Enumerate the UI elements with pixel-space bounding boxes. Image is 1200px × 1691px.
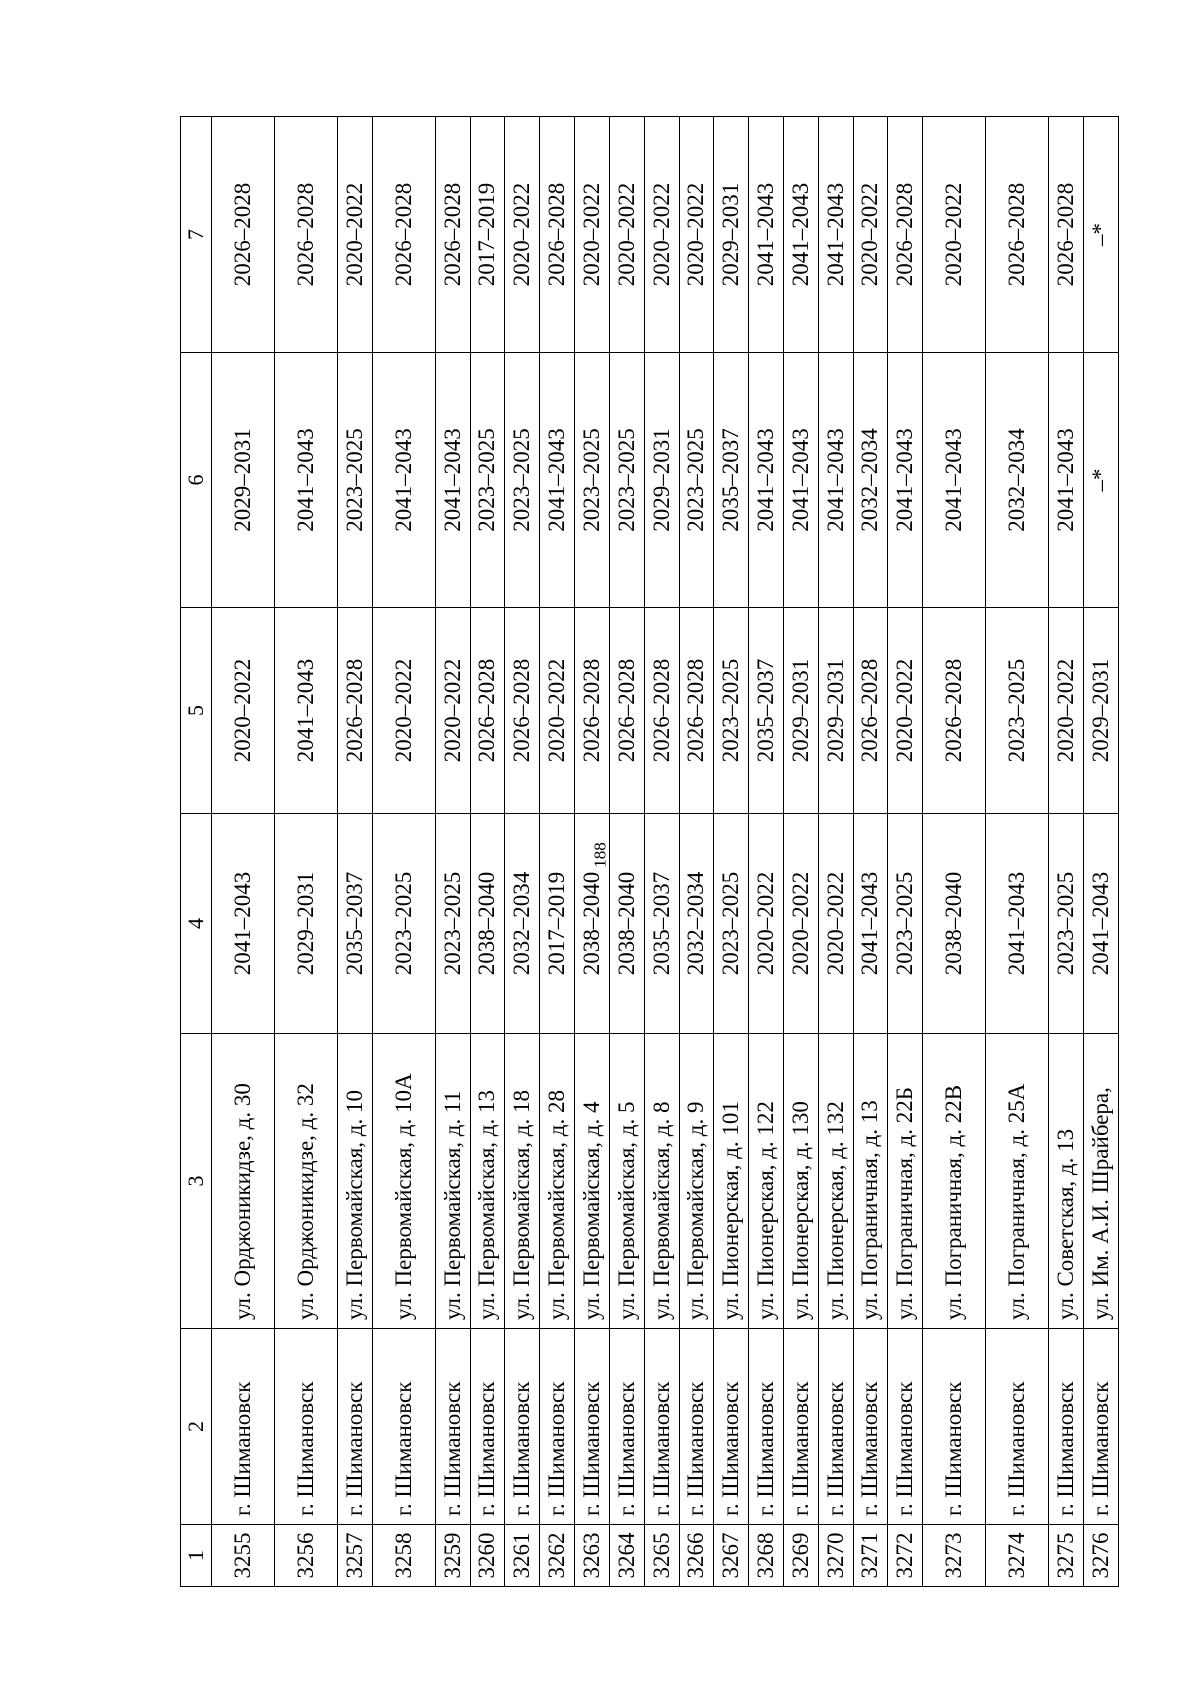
period-col5-cell: 2026–2028: [679, 608, 714, 814]
city-cell: г. Шимановск: [505, 1329, 540, 1525]
city-cell: г. Шимановск: [679, 1329, 714, 1525]
address-cell: ул. Первомайская, д. 8: [644, 1034, 679, 1329]
period-col4-cell: 2038–2040: [470, 814, 505, 1034]
city-cell: г. Шимановск: [1084, 1329, 1119, 1525]
city-cell: г. Шимановск: [888, 1329, 923, 1525]
table-row: [679, 117, 714, 1587]
period-col5-cell: 2026–2028: [923, 608, 986, 814]
period-col6-cell: 2032–2034: [986, 353, 1049, 608]
city-cell: г. Шимановск: [923, 1329, 986, 1525]
period-col6-cell: 2023–2025: [505, 353, 540, 608]
city-cell: г. Шимановск: [609, 1329, 644, 1525]
city-cell: г. Шимановск: [853, 1329, 888, 1525]
period-col7-cell: 2041–2043: [818, 117, 853, 353]
row-number-cell: 3263: [575, 1525, 610, 1587]
city-cell: г. Шимановск: [986, 1329, 1049, 1525]
row-number-cell: 3266: [679, 1525, 714, 1587]
period-col4-cell: 2038–2040: [923, 814, 986, 1034]
city-cell: г. Шимановск: [435, 1329, 470, 1525]
header-cell-1: 1: [181, 1525, 212, 1587]
city-cell: г. Шимановск: [818, 1329, 853, 1525]
row-number-cell: 3273: [923, 1525, 986, 1587]
period-col7-cell: 2020–2022: [853, 117, 888, 353]
period-col6-cell: 2035–2037: [714, 353, 749, 608]
period-col5-cell: 2020–2022: [540, 608, 575, 814]
period-col7-cell: –*: [1084, 117, 1119, 353]
period-col4-cell: 2020–2022: [749, 814, 784, 1034]
period-col7-cell: 2020–2022: [679, 117, 714, 353]
row-number-cell: 3270: [818, 1525, 853, 1587]
row-number-cell: 3267: [714, 1525, 749, 1587]
table-frame: [180, 117, 1119, 1587]
address-cell: ул. Первомайская, д. 11: [435, 1034, 470, 1329]
city-cell: г. Шимановск: [1049, 1329, 1084, 1525]
period-col6-cell: 2023–2025: [609, 353, 644, 608]
city-cell: г. Шимановск: [275, 1329, 338, 1525]
period-col7-cell: 2020–2022: [338, 117, 373, 353]
address-cell: ул. Им. А.И. Шрайбера,: [1084, 1034, 1119, 1329]
period-col7-cell: 2026–2028: [888, 117, 923, 353]
address-cell: ул. Пионерская, д. 130: [783, 1034, 818, 1329]
period-col7-cell: 2026–2028: [1049, 117, 1084, 353]
period-col4-cell: 2035–2037: [644, 814, 679, 1034]
period-col6-cell: 2041–2043: [435, 353, 470, 608]
period-col5-cell: 2029–2031: [1084, 608, 1119, 814]
period-col5-cell: 2023–2025: [714, 608, 749, 814]
header-cell-3: 3: [181, 1034, 212, 1329]
table-body: [212, 117, 1119, 1587]
period-col7-cell: 2026–2028: [986, 117, 1049, 353]
page-number: 188: [590, 842, 610, 868]
address-cell: ул. Орджоникидзе, д. 32: [275, 1034, 338, 1329]
row-number-cell: 3271: [853, 1525, 888, 1587]
city-cell: г. Шимановск: [540, 1329, 575, 1525]
period-col6-cell: 2023–2025: [575, 353, 610, 608]
period-col7-cell: 2020–2022: [505, 117, 540, 353]
period-col5-cell: 2029–2031: [783, 608, 818, 814]
period-col7-cell: 2041–2043: [783, 117, 818, 353]
row-number-cell: 3256: [275, 1525, 338, 1587]
table-row: [714, 117, 749, 1587]
period-col4-cell: 2023–2025: [1049, 814, 1084, 1034]
period-col6-cell: 2023–2025: [338, 353, 373, 608]
period-col6-cell: 2041–2043: [818, 353, 853, 608]
table-row: [609, 117, 644, 1587]
period-col6-cell: 2029–2031: [212, 353, 275, 608]
city-cell: г. Шимановск: [714, 1329, 749, 1525]
period-col4-cell: 2020–2022: [783, 814, 818, 1034]
address-cell: ул. Первомайская, д. 9: [679, 1034, 714, 1329]
header-cell-4: 4: [181, 814, 212, 1034]
address-cell: ул. Первомайская, д. 10: [338, 1034, 373, 1329]
row-number-cell: 3274: [986, 1525, 1049, 1587]
city-cell: г. Шимановск: [372, 1329, 435, 1525]
address-cell: ул. Пионерская, д. 101: [714, 1034, 749, 1329]
address-cell: ул. Орджоникидзе, д. 30: [212, 1034, 275, 1329]
table-row: [783, 117, 818, 1587]
period-col6-cell: 2023–2025: [679, 353, 714, 608]
period-col6-cell: 2023–2025: [470, 353, 505, 608]
city-cell: г. Шимановск: [749, 1329, 784, 1525]
period-col6-cell: 2041–2043: [783, 353, 818, 608]
period-col5-cell: 2026–2028: [505, 608, 540, 814]
period-col5-cell: 2023–2025: [986, 608, 1049, 814]
row-number-cell: 3275: [1049, 1525, 1084, 1587]
period-col4-cell: 2032–2034: [679, 814, 714, 1034]
address-cell: ул. Советская, д. 13: [1049, 1034, 1084, 1329]
period-col4-cell: 2041–2043: [1084, 814, 1119, 1034]
header-cell-2: 2: [181, 1329, 212, 1525]
address-cell: ул. Пионерская, д. 132: [818, 1034, 853, 1329]
header-cell-6: 6: [181, 353, 212, 608]
period-col7-cell: 2041–2043: [749, 117, 784, 353]
period-col6-cell: 2029–2031: [644, 353, 679, 608]
period-col7-cell: 2020–2022: [644, 117, 679, 353]
period-col4-cell: 2023–2025: [714, 814, 749, 1034]
period-col6-cell: 2041–2043: [540, 353, 575, 608]
period-col7-cell: 2026–2028: [540, 117, 575, 353]
table-row: [575, 117, 610, 1587]
period-col6-cell: 2041–2043: [372, 353, 435, 608]
period-col4-cell: 2038–2040: [575, 814, 610, 1034]
row-number-cell: 3257: [338, 1525, 373, 1587]
header-cell-5: 5: [181, 608, 212, 814]
address-cell: ул. Пионерская, д. 122: [749, 1034, 784, 1329]
address-cell: ул. Пограничная, д. 13: [853, 1034, 888, 1329]
address-cell: ул. Первомайская, д. 13: [470, 1034, 505, 1329]
row-number-cell: 3265: [644, 1525, 679, 1587]
period-col7-cell: 2026–2028: [212, 117, 275, 353]
period-col4-cell: 2041–2043: [212, 814, 275, 1034]
period-col4-cell: 2023–2025: [372, 814, 435, 1034]
table-row: [749, 117, 784, 1587]
address-cell: ул. Пограничная, д. 25А: [986, 1034, 1049, 1329]
city-cell: г. Шимановск: [470, 1329, 505, 1525]
address-cell: ул. Пограничная, д. 22Б: [888, 1034, 923, 1329]
row-number-cell: 3259: [435, 1525, 470, 1587]
period-col4-cell: 2023–2025: [888, 814, 923, 1034]
period-col7-cell: 2020–2022: [575, 117, 610, 353]
row-number-cell: 3264: [609, 1525, 644, 1587]
address-cell: ул. Пограничная, д. 22В: [923, 1034, 986, 1329]
table-row: [505, 117, 540, 1587]
city-cell: г. Шимановск: [783, 1329, 818, 1525]
table-row: [1049, 117, 1084, 1587]
row-number-cell: 3260: [470, 1525, 505, 1587]
header-cell-7: 7: [181, 117, 212, 353]
city-cell: г. Шимановск: [212, 1329, 275, 1525]
address-cell: ул. Первомайская, д. 4: [575, 1034, 610, 1329]
table-row: [986, 117, 1049, 1587]
row-number-cell: 3276: [1084, 1525, 1119, 1587]
period-col5-cell: 2026–2028: [609, 608, 644, 814]
period-col7-cell: 2020–2022: [923, 117, 986, 353]
period-col7-cell: 2017–2019: [470, 117, 505, 353]
table-row: [853, 117, 888, 1587]
period-col5-cell: 2026–2028: [853, 608, 888, 814]
period-col6-cell: 2041–2043: [923, 353, 986, 608]
data-table: [180, 116, 1119, 1587]
period-col4-cell: 2041–2043: [986, 814, 1049, 1034]
address-cell: ул. Первомайская, д. 28: [540, 1034, 575, 1329]
period-col6-cell: 2041–2043: [1049, 353, 1084, 608]
row-number-cell: 3272: [888, 1525, 923, 1587]
row-number-cell: 3262: [540, 1525, 575, 1587]
header-row: [181, 117, 212, 1587]
period-col6-cell: 2041–2043: [275, 353, 338, 608]
period-col4-cell: 2017–2019: [540, 814, 575, 1034]
period-col7-cell: 2026–2028: [435, 117, 470, 353]
address-cell: ул. Первомайская, д. 18: [505, 1034, 540, 1329]
period-col7-cell: 2026–2028: [372, 117, 435, 353]
period-col4-cell: 2035–2037: [338, 814, 373, 1034]
row-number-cell: 3261: [505, 1525, 540, 1587]
table-row: [1084, 117, 1119, 1587]
period-col4-cell: 2041–2043: [853, 814, 888, 1034]
row-number-cell: 3268: [749, 1525, 784, 1587]
city-cell: г. Шимановск: [575, 1329, 610, 1525]
period-col4-cell: 2020–2022: [818, 814, 853, 1034]
period-col5-cell: 2041–2043: [275, 608, 338, 814]
address-cell: ул. Первомайская, д. 5: [609, 1034, 644, 1329]
period-col5-cell: 2026–2028: [644, 608, 679, 814]
period-col5-cell: 2020–2022: [888, 608, 923, 814]
period-col6-cell: 2041–2043: [888, 353, 923, 608]
table-row: [888, 117, 923, 1587]
period-col6-cell: –*: [1084, 353, 1119, 608]
row-number-cell: 3269: [783, 1525, 818, 1587]
table-row: [470, 117, 505, 1587]
period-col5-cell: 2020–2022: [372, 608, 435, 814]
table-row: [338, 117, 373, 1587]
period-col7-cell: 2020–2022: [609, 117, 644, 353]
row-number-cell: 3258: [372, 1525, 435, 1587]
period-col4-cell: 2029–2031: [275, 814, 338, 1034]
table-row: [212, 117, 275, 1587]
period-col4-cell: 2032–2034: [505, 814, 540, 1034]
table-row: [540, 117, 575, 1587]
table-row: [644, 117, 679, 1587]
period-col4-cell: 2023–2025: [435, 814, 470, 1034]
table-row: [275, 117, 338, 1587]
period-col7-cell: 2029–2031: [714, 117, 749, 353]
table-row: [923, 117, 986, 1587]
table-row: [372, 117, 435, 1587]
row-number-cell: 3255: [212, 1525, 275, 1587]
period-col5-cell: 2020–2022: [1049, 608, 1084, 814]
address-cell: ул. Первомайская, д. 10А: [372, 1034, 435, 1329]
city-cell: г. Шимановск: [644, 1329, 679, 1525]
period-col4-cell: 2038–2040: [609, 814, 644, 1034]
period-col5-cell: 2035–2037: [749, 608, 784, 814]
table-row: [435, 117, 470, 1587]
period-col5-cell: 2029–2031: [818, 608, 853, 814]
period-col6-cell: 2032–2034: [853, 353, 888, 608]
city-cell: г. Шимановск: [338, 1329, 373, 1525]
period-col5-cell: 2026–2028: [470, 608, 505, 814]
period-col5-cell: 2020–2022: [212, 608, 275, 814]
period-col7-cell: 2026–2028: [275, 117, 338, 353]
table-row: [818, 117, 853, 1587]
period-col5-cell: 2020–2022: [435, 608, 470, 814]
period-col6-cell: 2041–2043: [749, 353, 784, 608]
period-col5-cell: 2026–2028: [575, 608, 610, 814]
period-col5-cell: 2026–2028: [338, 608, 373, 814]
